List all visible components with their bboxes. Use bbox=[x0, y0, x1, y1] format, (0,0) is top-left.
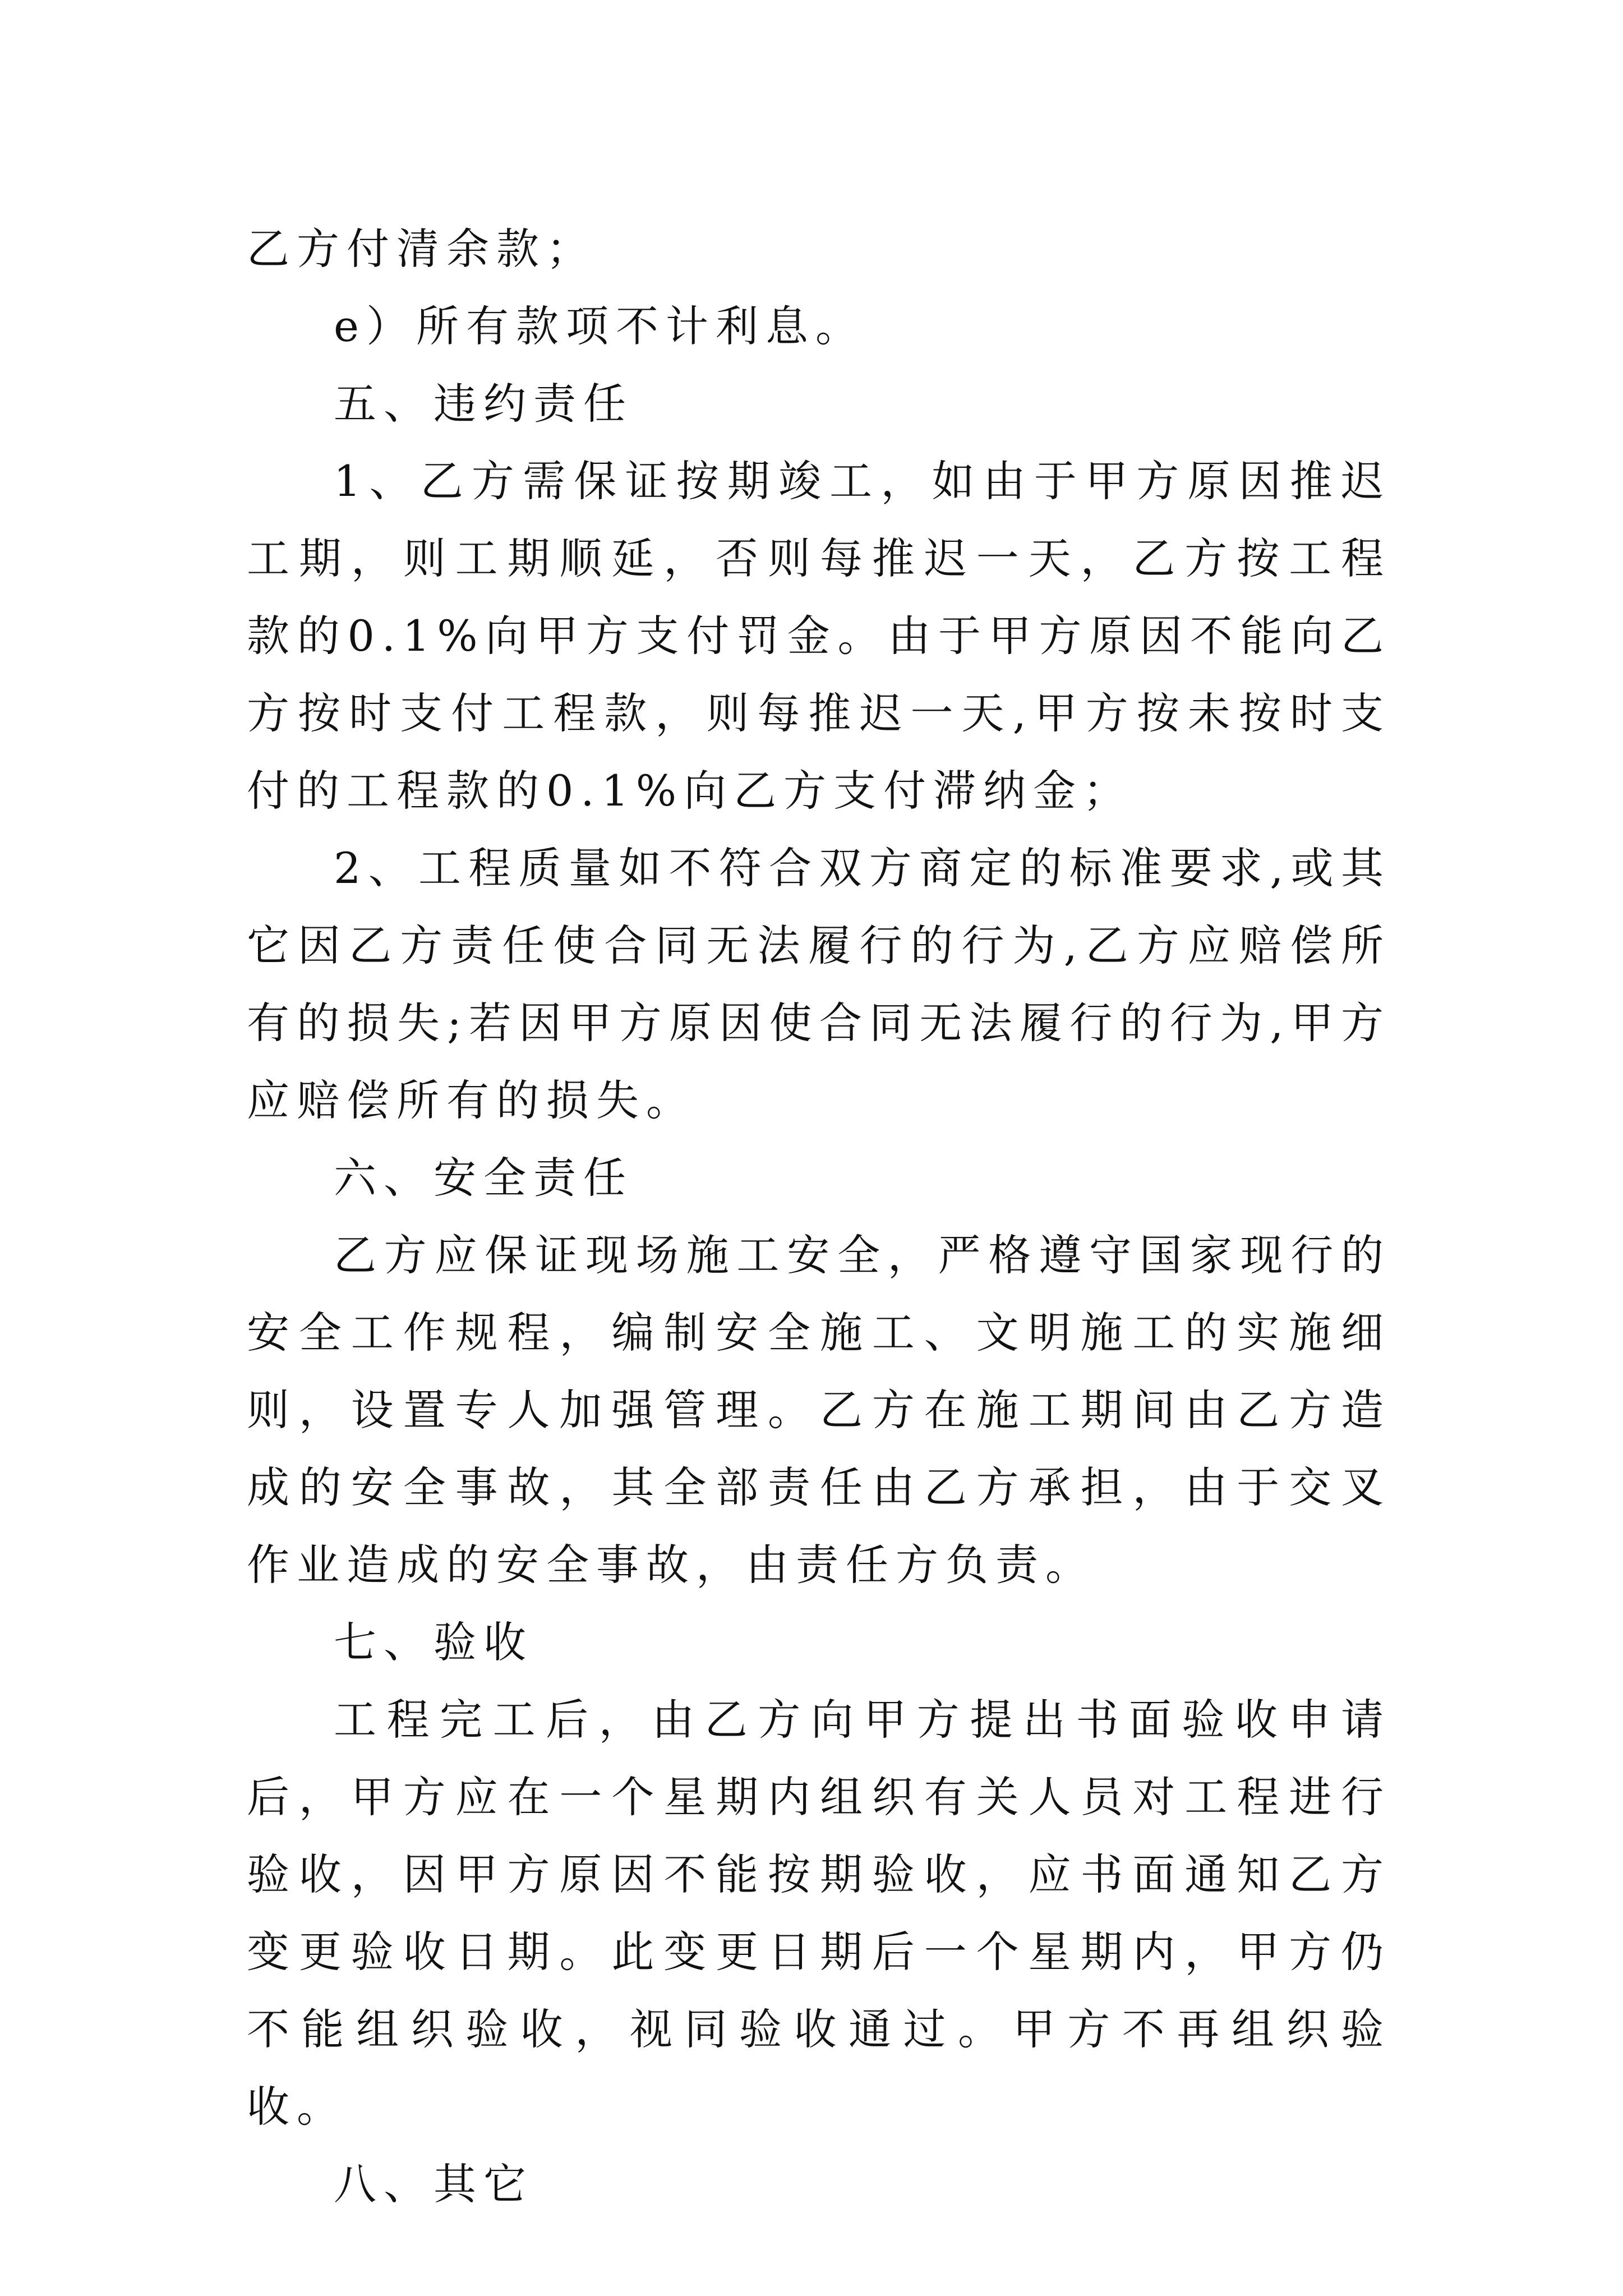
section-heading-safety-liability: 六、安全责任 bbox=[334, 1153, 633, 1203]
section-heading-breach-liability: 五、违约责任 bbox=[334, 379, 633, 429]
paragraph-breach-clause-1: 1、乙方需保证按期竣工，如由于甲方原因推迟工期，则工期顺延，否则每推迟一天，乙方按工程款的0.1%向甲方支付罚金。由于甲方原因不能向乙方按时支付工程款，则每推迟一天,甲方按未按时支付的工程款的0.1%向乙方支付滞纳金； bbox=[247, 456, 1391, 816]
paragraph-item-e: e）所有款项不计利息。 bbox=[334, 301, 865, 351]
section-heading-other: 八、其它 bbox=[334, 2159, 533, 2209]
paragraph-safety: 乙方应保证现场施工安全，严格遵守国家现行的安全工作规程，编制安全施工、文明施工的实施细则，设置专人加强管理。乙方在施工期间由乙方造成的安全事故，其全部责任由乙方承担，由于交叉作业造成的安全事故，由责任方负责。 bbox=[247, 1230, 1391, 1590]
document-body bbox=[247, 210, 1391, 2223]
paragraph-continued-payment: 乙方付清余款； bbox=[247, 224, 596, 274]
paragraph-breach-clause-2: 2、工程质量如不符合双方商定的标准要求,或其它因乙方责任使合同无法履行的行为,乙方应赔偿所有的损失;若因甲方原因使合同无法履行的行为,甲方应赔偿所有的损失。 bbox=[247, 843, 1391, 1125]
section-heading-acceptance: 七、验收 bbox=[334, 1617, 533, 1667]
paragraph-acceptance: 工程完工后，由乙方向甲方提出书面验收申请后，甲方应在一个星期内组织有关人员对工程进行验收，因甲方原因不能按期验收，应书面通知乙方变更验收日期。此变更日期后一个星期内，甲方仍不能组织验收，视同验收通过。甲方不再组织验收。 bbox=[247, 1695, 1391, 2132]
